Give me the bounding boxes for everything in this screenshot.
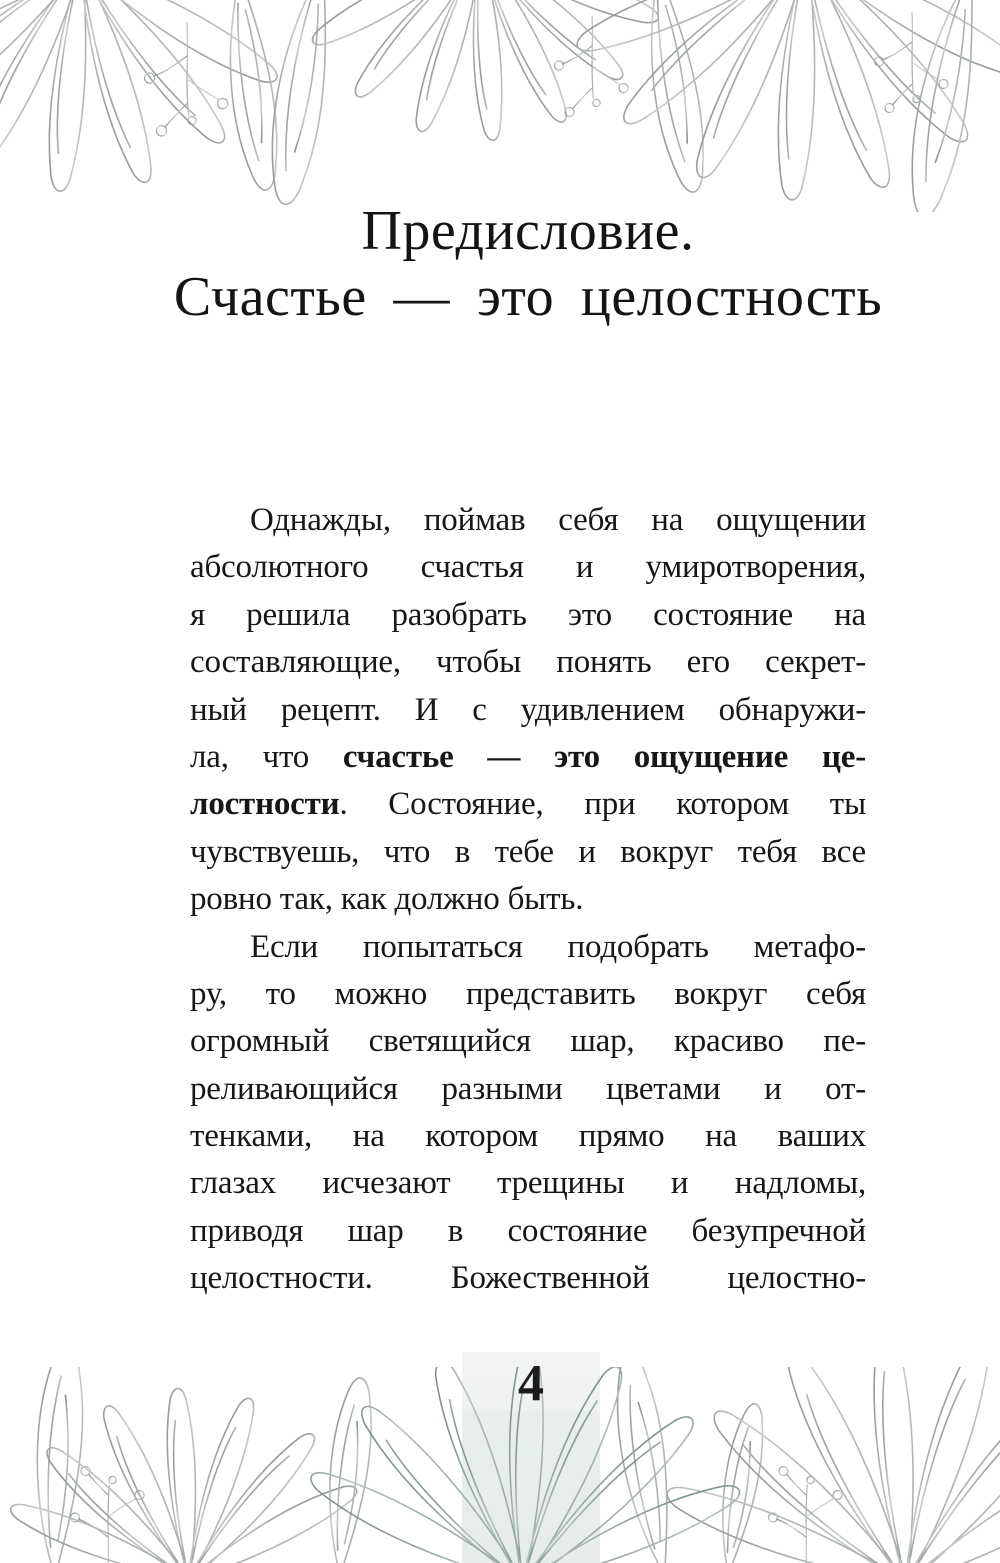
text-segment: ла, что xyxy=(190,738,343,775)
text-line xyxy=(190,1208,866,1255)
text-line xyxy=(190,639,866,686)
body-text xyxy=(190,497,866,1303)
text-line xyxy=(190,876,866,923)
text-line xyxy=(190,971,866,1018)
text-line xyxy=(190,924,866,971)
text-line xyxy=(190,1113,866,1160)
text-segment: . Состояние, при котором ты xyxy=(339,786,866,823)
text-line xyxy=(190,781,866,828)
text-line xyxy=(190,829,866,876)
text-segment: ровно так, как должно быть. xyxy=(190,881,584,918)
text-line xyxy=(190,1018,866,1065)
text-segment: глазах исчезают трещины и надломы, xyxy=(190,1165,866,1202)
text-line xyxy=(190,1255,866,1302)
chapter-title xyxy=(134,198,922,330)
floral-top-decoration-icon xyxy=(0,0,1000,212)
text-segment: тенками, на котором прямо на ваших xyxy=(190,1118,866,1155)
text-segment: ру, то можно представить вокруг себя xyxy=(190,975,866,1012)
text-segment: чувствуешь, что в тебе и вокруг тебя все xyxy=(190,833,866,870)
text-segment: я решила разобрать это состояние на xyxy=(190,596,866,633)
text-segment: ный рецепт. И с удивлением обнаружи- xyxy=(190,691,866,728)
text-segment: абсолютного счастья и умиротворения, xyxy=(190,549,866,586)
text-line xyxy=(190,592,866,639)
text-line xyxy=(190,1160,866,1207)
text-line xyxy=(190,544,866,591)
text-segment: целостности. Божественной целостно- xyxy=(190,1260,866,1297)
text-line xyxy=(190,497,866,544)
text-segment-bold: счастье — это ощущение це- xyxy=(342,738,866,775)
text-line xyxy=(190,734,866,781)
chapter-title-line1: Предисловие. xyxy=(361,200,695,262)
text-segment: составляющие, чтобы понять его секрет- xyxy=(190,644,866,681)
text-line xyxy=(190,687,866,734)
page-number: 4 xyxy=(518,1355,544,1412)
text-segment: приводя шар в состояние безупречной xyxy=(190,1212,866,1249)
text-line xyxy=(190,1066,866,1113)
text-segment-bold: лостности xyxy=(190,786,340,823)
text-segment: огромный светящийся шар, красиво пе- xyxy=(190,1023,866,1060)
chapter-title-line2: Счастье — это целостность xyxy=(173,266,883,328)
text-segment: реливающийся разными цветами и от- xyxy=(190,1070,866,1107)
text-segment: Однажды, поймав себя на ощущении xyxy=(250,502,866,538)
text-segment: Если попытаться подобрать метафо- xyxy=(250,928,866,965)
